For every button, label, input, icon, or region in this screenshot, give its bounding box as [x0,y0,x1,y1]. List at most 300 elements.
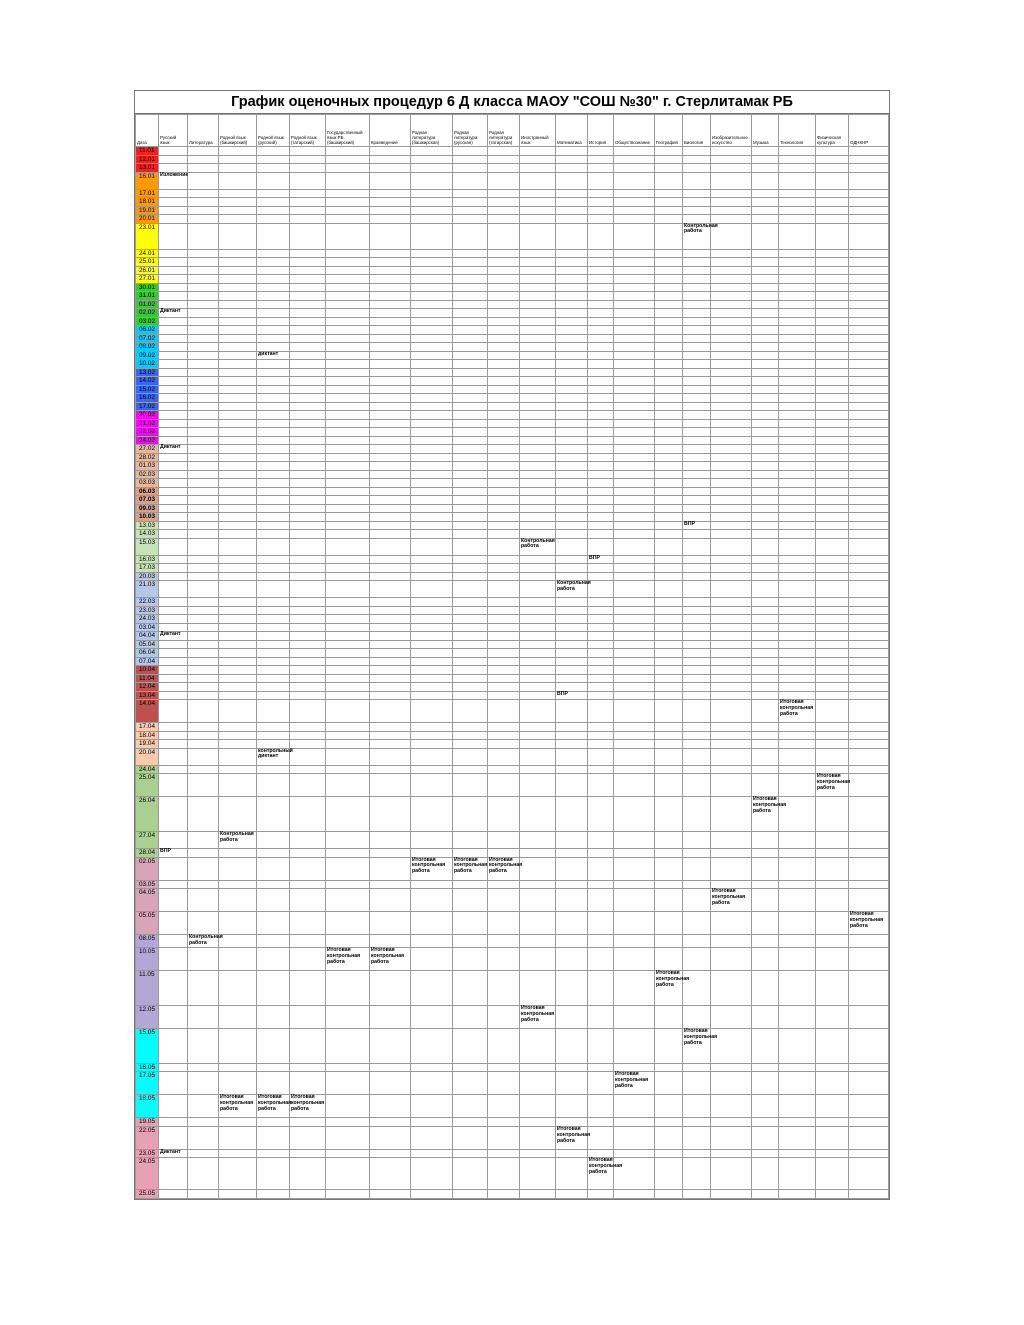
date-cell: 08.02 [136,343,159,352]
empty-cell [655,343,683,352]
empty-cell [711,343,752,352]
empty-cell [588,889,614,912]
empty-cell [614,623,655,632]
empty-cell [411,155,453,164]
empty-cell [257,857,290,880]
empty-cell [711,292,752,301]
table-row [136,700,889,723]
empty-cell [779,164,816,173]
empty-cell [816,258,849,267]
empty-cell [219,198,257,207]
empty-cell [752,935,779,948]
empty-cell [683,935,711,948]
date-cell: 24.02 [136,436,159,445]
empty-cell [655,832,683,849]
empty-cell [411,436,453,445]
empty-cell [219,740,257,749]
empty-cell [849,623,889,632]
empty-cell [188,172,219,189]
empty-cell [219,555,257,564]
empty-cell [257,581,290,598]
empty-cell [849,935,889,948]
empty-cell [588,402,614,411]
table-row [136,249,889,258]
empty-cell [655,368,683,377]
empty-cell [411,572,453,581]
empty-cell [752,912,779,935]
empty-cell [159,748,188,765]
empty-cell [655,411,683,420]
empty-cell [326,1063,370,1072]
empty-cell [326,912,370,935]
empty-cell [370,283,411,292]
empty-cell [816,1063,849,1072]
empty-cell [188,189,219,198]
table-row [136,496,889,505]
empty-cell [588,309,614,318]
empty-cell [816,283,849,292]
empty-cell [219,1190,257,1199]
date-cell: 27.01 [136,275,159,284]
empty-cell [257,470,290,479]
empty-cell [849,419,889,428]
table-row [136,343,889,352]
empty-cell [411,513,453,522]
empty-cell [711,513,752,522]
empty-cell [711,300,752,309]
empty-cell [683,164,711,173]
empty-cell [683,189,711,198]
empty-cell [520,206,556,215]
empty-cell [588,1028,614,1063]
empty-cell [188,266,219,275]
empty-cell [556,683,588,692]
empty-cell [453,1118,488,1127]
empty-cell [556,666,588,675]
empty-cell [655,649,683,658]
empty-cell [488,889,520,912]
empty-cell [588,683,614,692]
empty-cell [711,1158,752,1190]
empty-cell [849,581,889,598]
empty-cell [683,857,711,880]
column-header: Математика [556,115,588,147]
empty-cell [257,657,290,666]
empty-cell [326,857,370,880]
empty-cell [290,351,326,360]
empty-cell [655,1158,683,1190]
empty-cell [520,513,556,522]
assessment-cell: Итоговая контрольная работа [370,947,411,970]
empty-cell [588,283,614,292]
empty-cell [711,360,752,369]
empty-cell [188,640,219,649]
empty-cell [290,880,326,889]
empty-cell [779,649,816,658]
empty-cell [711,849,752,858]
empty-cell [683,572,711,581]
empty-cell [683,479,711,488]
empty-cell [219,513,257,522]
empty-cell [711,640,752,649]
empty-cell [257,615,290,624]
empty-cell [752,462,779,471]
table-row [136,723,889,732]
empty-cell [453,797,488,832]
empty-cell [683,889,711,912]
empty-cell [655,1028,683,1063]
empty-cell [188,1149,219,1158]
empty-cell [219,683,257,692]
empty-cell [614,765,655,774]
column-header: Родной язык (татарский) [290,115,326,147]
assessment-cell: Итоговая контрольная работа [219,1095,257,1118]
empty-cell [655,683,683,692]
empty-cell [520,581,556,598]
empty-cell [453,360,488,369]
empty-cell [411,172,453,189]
empty-cell [655,326,683,335]
empty-cell [219,275,257,284]
empty-cell [556,300,588,309]
empty-cell [752,428,779,437]
empty-cell [614,394,655,403]
empty-cell [326,258,370,267]
empty-cell [257,385,290,394]
empty-cell [488,623,520,632]
empty-cell [257,774,290,797]
empty-cell [614,572,655,581]
empty-cell [159,538,188,555]
date-cell: 08.05 [136,935,159,948]
empty-cell [655,445,683,454]
empty-cell [188,765,219,774]
empty-cell [411,479,453,488]
empty-cell [188,487,219,496]
empty-cell [219,436,257,445]
empty-cell [370,700,411,723]
empty-cell [257,411,290,420]
empty-cell [326,436,370,445]
empty-cell [816,487,849,496]
empty-cell [370,666,411,675]
empty-cell [614,970,655,1005]
empty-cell [849,1005,889,1028]
empty-cell [257,935,290,948]
empty-cell [779,623,816,632]
empty-cell [614,947,655,970]
empty-cell [488,172,520,189]
empty-cell [453,334,488,343]
empty-cell [411,615,453,624]
empty-cell [752,666,779,675]
empty-cell [849,258,889,267]
empty-cell [453,402,488,411]
empty-cell [257,1028,290,1063]
empty-cell [219,334,257,343]
empty-cell [188,292,219,301]
empty-cell [779,530,816,539]
empty-cell [257,1005,290,1028]
empty-cell [370,351,411,360]
empty-cell [520,377,556,386]
empty-cell [588,598,614,607]
empty-cell [779,300,816,309]
empty-cell [188,564,219,573]
empty-cell [488,700,520,723]
empty-cell [779,970,816,1005]
empty-cell [683,326,711,335]
empty-cell [453,700,488,723]
empty-cell [488,334,520,343]
date-cell: 06.04 [136,649,159,658]
empty-cell [588,172,614,189]
empty-cell [411,1005,453,1028]
empty-cell [188,521,219,530]
empty-cell [683,564,711,573]
empty-cell [219,206,257,215]
empty-cell [188,832,219,849]
empty-cell [370,935,411,948]
empty-cell [488,436,520,445]
empty-cell [779,343,816,352]
empty-cell [257,1149,290,1158]
empty-cell [159,674,188,683]
empty-cell [556,198,588,207]
empty-cell [188,797,219,832]
empty-cell [326,700,370,723]
empty-cell [411,880,453,889]
empty-cell [290,172,326,189]
empty-cell [655,555,683,564]
empty-cell [614,832,655,849]
empty-cell [188,889,219,912]
date-cell: 07.03 [136,496,159,505]
empty-cell [752,496,779,505]
empty-cell [290,453,326,462]
empty-cell [779,377,816,386]
empty-cell [588,538,614,555]
empty-cell [290,402,326,411]
empty-cell [159,419,188,428]
table-row [136,275,889,284]
empty-cell [711,857,752,880]
empty-cell [370,832,411,849]
table-row [136,172,889,189]
empty-cell [683,419,711,428]
empty-cell [159,774,188,797]
empty-cell [655,385,683,394]
empty-cell [711,538,752,555]
empty-cell [159,249,188,258]
empty-cell [159,428,188,437]
date-cell: 04.05 [136,889,159,912]
empty-cell [849,351,889,360]
empty-cell [257,368,290,377]
empty-cell [188,360,219,369]
empty-cell [683,504,711,513]
empty-cell [849,496,889,505]
empty-cell [816,674,849,683]
date-cell: 13.03 [136,521,159,530]
empty-cell [655,147,683,156]
empty-cell [159,880,188,889]
empty-cell [849,172,889,189]
empty-cell [370,1149,411,1158]
empty-cell [453,581,488,598]
empty-cell [849,765,889,774]
empty-cell [219,521,257,530]
empty-cell [290,1190,326,1199]
empty-cell [453,530,488,539]
empty-cell [453,521,488,530]
empty-cell [488,479,520,488]
empty-cell [453,880,488,889]
empty-cell [556,935,588,948]
empty-cell [453,555,488,564]
empty-cell [683,849,711,858]
empty-cell [219,343,257,352]
empty-cell [816,912,849,935]
empty-cell [655,700,683,723]
table-row [136,445,889,454]
empty-cell [370,496,411,505]
empty-cell [752,249,779,258]
empty-cell [257,479,290,488]
empty-cell [614,377,655,386]
empty-cell [453,504,488,513]
empty-cell [556,172,588,189]
empty-cell [849,504,889,513]
empty-cell [556,206,588,215]
empty-cell [711,581,752,598]
empty-cell [370,164,411,173]
empty-cell [453,1149,488,1158]
empty-cell [520,674,556,683]
empty-cell [488,223,520,249]
assessment-cell: Итоговая контрольная работа [816,774,849,797]
empty-cell [752,1072,779,1095]
empty-cell [411,598,453,607]
table-row [136,479,889,488]
empty-cell [711,683,752,692]
empty-cell [326,691,370,700]
empty-cell [816,317,849,326]
empty-cell [849,572,889,581]
empty-cell [556,1072,588,1095]
empty-cell [614,598,655,607]
empty-cell [655,797,683,832]
empty-cell [711,249,752,258]
empty-cell [453,606,488,615]
empty-cell [588,164,614,173]
empty-cell [188,774,219,797]
empty-cell [614,1118,655,1127]
empty-cell [159,385,188,394]
empty-cell [683,1149,711,1158]
empty-cell [488,581,520,598]
empty-cell [816,880,849,889]
empty-cell [411,832,453,849]
empty-cell [614,351,655,360]
empty-cell [849,1158,889,1190]
empty-cell [453,513,488,522]
empty-cell [683,740,711,749]
date-cell: 18.04 [136,731,159,740]
empty-cell [370,428,411,437]
empty-cell [326,970,370,1005]
empty-cell [488,832,520,849]
empty-cell [488,640,520,649]
empty-cell [849,657,889,666]
empty-cell [614,334,655,343]
empty-cell [520,445,556,454]
empty-cell [188,1072,219,1095]
empty-cell [711,334,752,343]
empty-cell [816,666,849,675]
empty-cell [488,453,520,462]
empty-cell [683,774,711,797]
empty-cell [683,538,711,555]
empty-cell [520,606,556,615]
empty-cell [556,1149,588,1158]
empty-cell [411,947,453,970]
empty-cell [326,309,370,318]
empty-cell [655,912,683,935]
empty-cell [159,912,188,935]
empty-cell [556,351,588,360]
empty-cell [219,765,257,774]
empty-cell [326,832,370,849]
empty-cell [588,797,614,832]
empty-cell [520,691,556,700]
empty-cell [219,1063,257,1072]
empty-cell [711,462,752,471]
empty-cell [411,215,453,224]
column-header: Родная литература (башкирская) [411,115,453,147]
empty-cell [816,564,849,573]
empty-cell [752,215,779,224]
empty-cell [655,935,683,948]
empty-cell [159,266,188,275]
empty-cell [816,947,849,970]
empty-cell [683,1095,711,1118]
empty-cell [188,581,219,598]
empty-cell [290,1158,326,1190]
empty-cell [779,632,816,641]
empty-cell [326,572,370,581]
empty-cell [411,666,453,675]
empty-cell [188,164,219,173]
date-cell: 15.02 [136,385,159,394]
empty-cell [520,266,556,275]
empty-cell [683,530,711,539]
empty-cell [816,857,849,880]
empty-cell [588,649,614,658]
empty-cell [290,462,326,471]
empty-cell [588,1095,614,1118]
empty-cell [816,513,849,522]
empty-cell [453,215,488,224]
empty-cell [159,189,188,198]
empty-cell [159,326,188,335]
date-cell: 12.01 [136,155,159,164]
empty-cell [752,360,779,369]
empty-cell [816,470,849,479]
empty-cell [588,657,614,666]
date-cell: 21.03 [136,581,159,598]
empty-cell [779,912,816,935]
